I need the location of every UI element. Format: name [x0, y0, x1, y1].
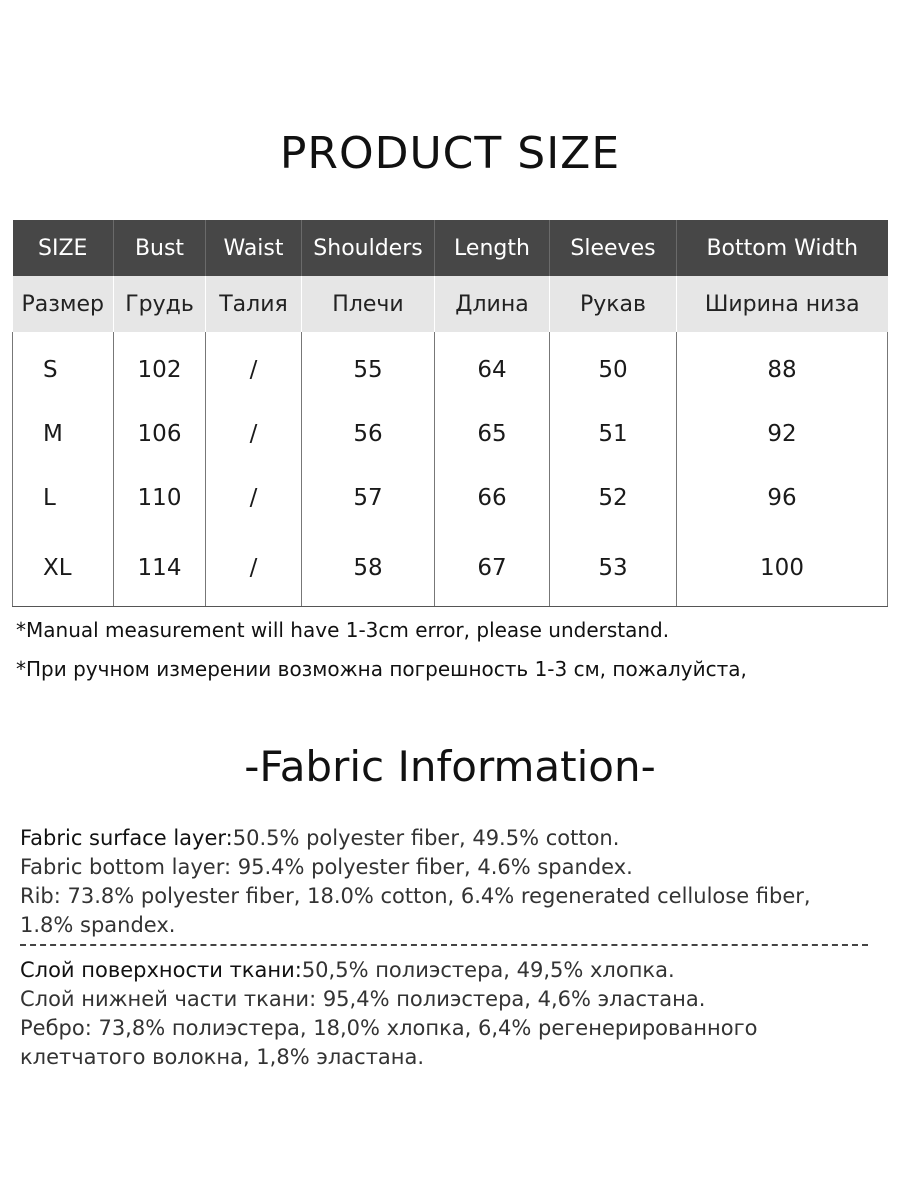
fabric-rib-line-ru: Ребро: 73,8% полиэстера, 18,0% хлопка, 6,4% регенерированного клетчатого волокна, 1,8% эластана. [20, 1016, 758, 1069]
fabric-surface-label-ru: Слой поверхности ткани: [20, 958, 302, 982]
cell-size: L [13, 466, 114, 530]
cell-sleeves: 52 [550, 466, 677, 530]
header-row-ru [13, 276, 888, 332]
cell-bust: 106 [114, 402, 206, 466]
measurement-note-en: *Manual measurement will have 1-3cm error, please understand. [16, 618, 670, 642]
cell-length: 65 [435, 402, 550, 466]
fabric-surface-line [20, 824, 870, 853]
fabric-surface-value: 50.5% polyester fiber, 49.5% cotton. [232, 826, 620, 850]
cell-shoulders: 56 [302, 402, 435, 466]
fabric-surface-value-ru: 50,5% полиэстера, 49,5% хлопка. [301, 958, 675, 982]
page-title: PRODUCT SIZE [279, 128, 621, 179]
header-row-en [13, 220, 888, 276]
header-size-ru: Размер [13, 276, 114, 332]
header-shoulders: Shoulders [302, 220, 435, 276]
fabric-title: -Fabric Information- [244, 742, 656, 791]
header-bottom-width-ru: Ширина низа [677, 276, 888, 332]
cell-length: 67 [435, 530, 550, 607]
cell-bust: 102 [114, 332, 206, 402]
measurement-note-ru: *При ручном измерении возможна погрешность 1-3 см, пожалуйста, [16, 657, 747, 681]
fabric-bottom-line-ru: Слой нижней части ткани: 95,4% полиэстера, 4,6% эластана. [20, 987, 706, 1011]
cell-waist: / [206, 466, 302, 530]
header-waist-ru: Талия [206, 276, 302, 332]
table-row [13, 466, 888, 530]
cell-size: XL [13, 530, 114, 607]
cell-bottom-width: 88 [677, 332, 888, 402]
header-length-ru: Длина [435, 276, 550, 332]
cell-length: 66 [435, 466, 550, 530]
header-shoulders-ru: Плечи [302, 276, 435, 332]
cell-sleeves: 51 [550, 402, 677, 466]
cell-bottom-width: 96 [677, 466, 888, 530]
header-bust: Bust [114, 220, 206, 276]
cell-size: M [13, 402, 114, 466]
header-size: SIZE [13, 220, 114, 276]
cell-sleeves: 53 [550, 530, 677, 607]
fabric-rib-line: Rib: 73.8% polyester fiber, 18.0% cotton, 6.4% regenerated cellulose fiber, 1.8% spandex. [20, 884, 811, 937]
size-table [12, 220, 888, 607]
header-length: Length [435, 220, 550, 276]
cell-waist: / [206, 332, 302, 402]
header-bust-ru: Грудь [114, 276, 206, 332]
cell-shoulders: 55 [302, 332, 435, 402]
dashed-divider [20, 944, 868, 946]
header-waist: Waist [206, 220, 302, 276]
cell-bottom-width: 100 [677, 530, 888, 607]
table-row [13, 332, 888, 402]
header-sleeves-ru: Рукав [550, 276, 677, 332]
cell-waist: / [206, 530, 302, 607]
cell-sleeves: 50 [550, 332, 677, 402]
fabric-surface-label: Fabric surface layer: [20, 826, 233, 850]
table-row [13, 530, 888, 607]
cell-length: 64 [435, 332, 550, 402]
cell-size: S [13, 332, 114, 402]
fabric-info-en [20, 824, 870, 940]
cell-bust: 110 [114, 466, 206, 530]
cell-bottom-width: 92 [677, 402, 888, 466]
fabric-bottom-line: Fabric bottom layer: 95.4% polyester fiber, 4.6% spandex. [20, 855, 633, 879]
fabric-info-ru [20, 956, 870, 1072]
table-row [13, 402, 888, 466]
cell-waist: / [206, 402, 302, 466]
cell-shoulders: 58 [302, 530, 435, 607]
cell-bust: 114 [114, 530, 206, 607]
fabric-surface-line-ru [20, 956, 870, 985]
header-bottom-width: Bottom Width [677, 220, 888, 276]
header-sleeves: Sleeves [550, 220, 677, 276]
cell-shoulders: 57 [302, 466, 435, 530]
